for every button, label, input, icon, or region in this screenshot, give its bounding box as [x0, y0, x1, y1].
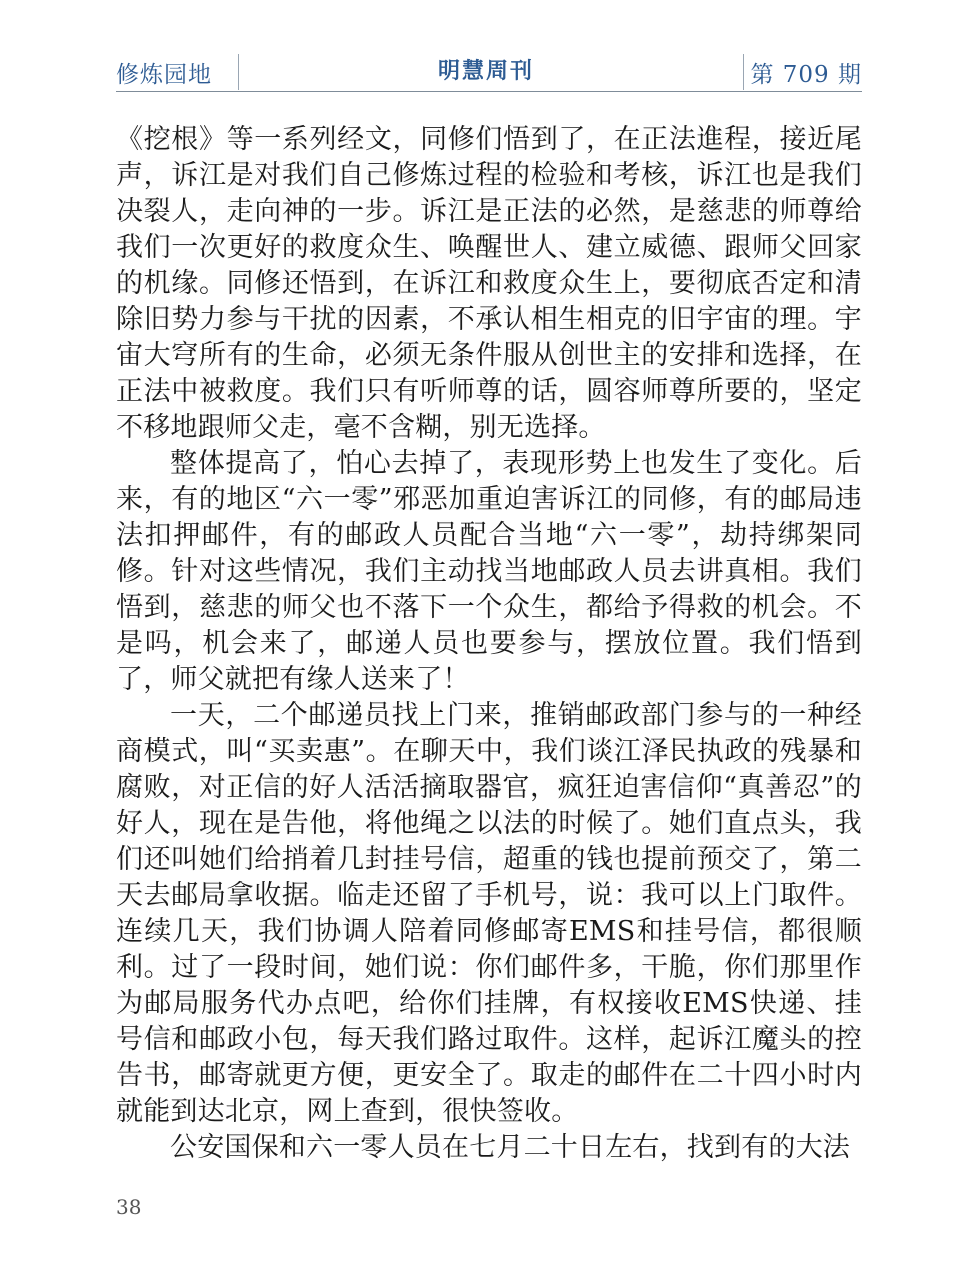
header-divider-left [238, 54, 239, 90]
header-divider-right [743, 54, 744, 90]
paragraph: 公安国保和六一零人员在七月二十日左右，找到有的大法 [170, 1132, 850, 1163]
paragraph: 整体提高了，怕心去掉了，表现形势上也发生了变化。后来，有的地区“六一零”邪恶加重迫害诉江的同修，有的邮局违法扣押邮件，有的邮政人员配合当地“六一零”，劫持绑架同修。针对这些情况，我们主动找当地邮政人员去讲真相。我们悟到，慈悲的师父也不落下一个众生，都给予得救的机会。不是吗，机会来了，邮递人员也要参与，摆放位置。我们悟到了，师父就把有缘人送来了！ [116, 448, 862, 695]
issue-number: 第 709 期 [750, 62, 862, 88]
running-header [116, 50, 862, 92]
header-rule [116, 91, 862, 92]
publication-title: 明慧周刊 [438, 58, 535, 84]
section-title: 修炼园地 [116, 62, 212, 88]
article-body [116, 122, 862, 1166]
paragraph-continued: 《挖根》等一系列经文，同修们悟到了，在正法進程，接近尾声，诉江是对我们自己修炼过程的检验和考核，诉江也是我们决裂人，走向神的一步。诉江是正法的必然，是慈悲的师尊给我们一次更好的救度众生、唤醒世人、建立威德、跟师父回家的机缘。同修还悟到，在诉江和救度众生上，要彻底否定和清除旧势力参与干扰的因素，不承认相生相克的旧宇宙的理。宇宙大穹所有的生命，必须无条件服从创世主的安排和选择，在正法中被救度。我们只有听师尊的话，圆容师尊所要的，坚定不移地跟师父走，毫不含糊，别无选择。 [116, 124, 862, 443]
page-number: 38 [116, 1195, 142, 1219]
paragraph: 一天，二个邮递员找上门来，推销邮政部门参与的一种经商模式，叫“买卖惠”。在聊天中，我们谈江泽民执政的残暴和腐败，对正信的好人活活摘取器官，疯狂迫害信仰“真善忍”的好人，现在是告他，将他绳之以法的时候了。她们直点头，我们还叫她们给捎着几封挂号信，超重的钱也提前预交了，第二天去邮局拿收据。临走还留了手机号，说：我可以上门取件。连续几天，我们协调人陪着同修邮寄EMS和挂号信，都很顺利。过了一段时间，她们说：你们邮件多，干脆，你们那里作为邮局服务代办点吧，给你们挂牌，有权接收EMS快递、挂号信和邮政小包，每天我们路过取件。这样，起诉江魔头的控告书，邮寄就更方便，更安全了。取走的邮件在二十四小时内就能到达北京，网上查到，很快签收。 [116, 700, 862, 1127]
